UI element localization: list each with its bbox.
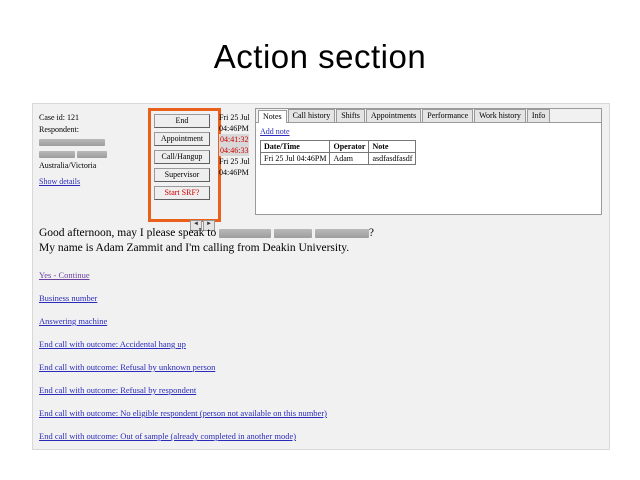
link-refusal-respondent[interactable]: End call with outcome: Refusal by respondent [39, 385, 197, 395]
cell-datetime: Fri 25 Jul 04:46PM [261, 153, 330, 165]
script-line-1-suffix: ? [368, 227, 374, 239]
link-refusal-unknown-person[interactable]: End call with outcome: Refusal by unknown person [39, 362, 216, 372]
respondent-name-redacted [39, 136, 149, 148]
tab-call-history[interactable]: Call history [288, 109, 336, 122]
scroll-right-arrow[interactable]: ► [203, 220, 215, 231]
tab-panel [255, 108, 602, 215]
link-accidental-hangup[interactable]: End call with outcome: Accidental hang up [39, 339, 186, 349]
respondent-label: Respondent: [39, 125, 79, 134]
cell-note: asdfasdfasdf [369, 153, 416, 165]
case-id-label: Case id: [39, 113, 65, 122]
cell-operator: Adam [330, 153, 369, 165]
call-hangup-button[interactable]: Call/Hangup [154, 150, 210, 164]
link-yes-continue[interactable]: Yes - Continue [39, 270, 90, 280]
application-screenshot [32, 103, 610, 450]
add-note-link[interactable]: Add note [260, 127, 290, 136]
script-area [39, 226, 599, 454]
secondary-date: Fri 25 Jul [219, 157, 250, 166]
tab-performance[interactable]: Performance [422, 109, 473, 122]
end-button[interactable]: End [154, 114, 210, 128]
script-line-1-text: Good afternoon, may I please speak to [39, 227, 217, 239]
start-srf-button[interactable]: Start SRF? [154, 186, 210, 200]
secondary-time: 04:46PM [219, 168, 249, 177]
table-row [261, 153, 416, 165]
supervisor-button[interactable]: Supervisor [154, 168, 210, 182]
tab-shifts[interactable]: Shifts [336, 109, 365, 122]
redaction-bar [39, 139, 105, 146]
outcome-link-list [39, 270, 599, 441]
redaction-bar [274, 229, 312, 238]
appointment-button[interactable]: Appointment [154, 132, 210, 146]
respondent-phone-redacted [39, 148, 149, 160]
tab-strip [256, 109, 601, 123]
link-business-number[interactable]: Business number [39, 293, 98, 303]
tab-appointments[interactable]: Appointments [366, 109, 421, 122]
redaction-bar [315, 229, 369, 238]
timer-highlight-1: 04:41:32 [220, 135, 249, 144]
current-date: Fri 25 Jul [219, 113, 250, 122]
region-value: Australia/Victoria [39, 161, 97, 170]
tab-info[interactable]: Info [527, 109, 550, 122]
scroll-left-arrow[interactable]: ◄ [190, 220, 202, 231]
link-answering-machine[interactable]: Answering machine [39, 316, 108, 326]
timer-highlight-2: 04:46:33 [220, 146, 249, 155]
link-out-of-sample[interactable]: End call with outcome: Out of sample (already completed in another mode) [39, 431, 297, 441]
current-time: 04:46PM [219, 124, 249, 133]
tab-work-history[interactable]: Work history [474, 109, 526, 122]
redaction-bar [77, 151, 107, 158]
notes-table [260, 140, 416, 165]
tab-notes[interactable]: Notes [258, 110, 287, 123]
page-title: Action section [213, 38, 427, 75]
link-no-eligible-respondent[interactable]: End call with outcome: No eligible respondent (person not available on this number) [39, 408, 327, 418]
case-id-value: 121 [67, 113, 79, 122]
column-header-operator: Operator [330, 141, 369, 153]
case-info-panel [39, 112, 149, 188]
case-id-line [39, 112, 149, 124]
script-line-2: My name is Adam Zammit and I'm calling from Deakin University. [39, 242, 350, 254]
column-header-datetime: Date/Time [261, 141, 330, 153]
action-button-group [154, 114, 210, 204]
script-line-1 [39, 226, 599, 241]
redaction-bar [39, 151, 75, 158]
column-header-note: Note [369, 141, 416, 153]
redaction-bar [219, 229, 271, 238]
table-header-row [261, 141, 416, 153]
notes-tab-body [256, 123, 601, 169]
show-details-link[interactable]: Show details [39, 177, 81, 186]
